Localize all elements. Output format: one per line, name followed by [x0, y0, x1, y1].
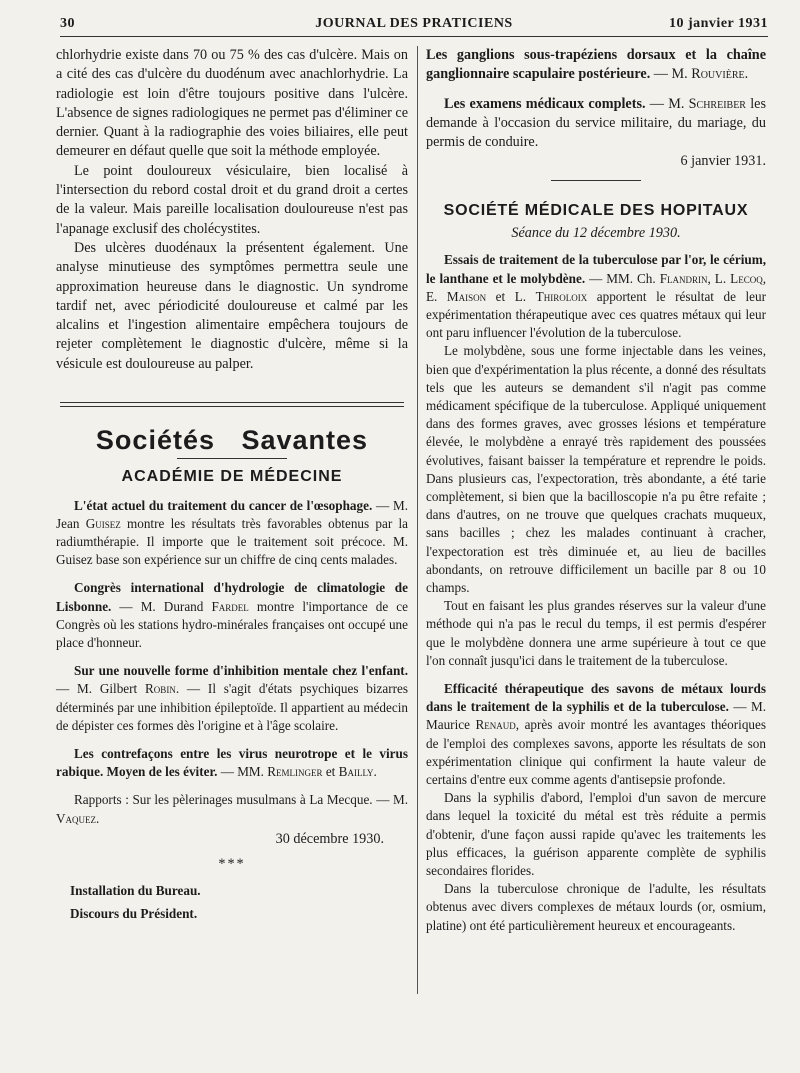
session-line: Séance du 12 décembre 1930.: [511, 225, 681, 242]
double-rule-divider: [60, 402, 404, 407]
report-entry: Essais de traitement de la tuberculose par l'or, le cérium, le lanthane et le molybdène. — MM. Ch. Flandrin, L. Lecoq, E. Maison et L. Thiroloix apportent le résultat de leur expérimentation thérapeutique avec ces quatres métaux qui leur ont paru influencer l'évolution de la tuberculose.: [426, 252, 766, 341]
report-entry: Les ganglions sous-trapéziens dorsaux et la chaîne ganglionnaire scapulaire postérieure. — M. Rouvière.: [426, 47, 766, 83]
page-number: 30: [60, 16, 75, 31]
entry-title: Les ganglions sous-trapéziens dorsaux et la chaîne ganglionnaire scapulaire postérieure.: [426, 47, 766, 83]
report-entry: Efficacité thérapeutique des savons de métaux lourds dans le traitement de la syphilis et de la tuberculose. — M. Maurice Renaud, après avoir montré les avantages théoriques de l'emploi des complexes savons, apporte les résultats de son expérimentation clinique qui confirment la haute valeur de certains d'entre eux comme agents d'antisepsie profonde.: [426, 681, 766, 788]
section-title: Sociétés Savantes: [95, 425, 369, 456]
section-rule: [551, 180, 641, 181]
paragraph: chlorhydrie existe dans 70 ou 75 % des cas d'ulcère. Mais on a cité des cas d'ulcère du duodénum avec anachlorhydrie. La radiologie est loin d'être toujours positive dans l'ulcère. L'absence de signes radiologiques ne permet pas d'éliminer ce dernier. Quant à la radiographie des voies biliaires, elle peut demeurer en défaut quelle que soit la méthode employée.: [56, 47, 408, 160]
journal-title: JOURNAL DES PRATICIENS: [315, 16, 513, 31]
author-name: Guisez: [85, 515, 121, 531]
paragraph: Dans la syphilis d'abord, l'emploi d'un savon de mercure dans lequel la toxicité du métal est très réduite a permis d'obtenir, d'une façon aussi rapide qu'avec les traitements les plus efficaces, la guérison apparente complète de syphilis secondaires florides.: [426, 790, 766, 879]
session-date: 30 décembre 1930.: [275, 830, 384, 847]
report-entry: L'état actuel du traitement du cancer de l'œsophage. — M. Jean Guisez montre les résultats très favorables obtenus par la radiumthérapie. Il importe que le traitement soit précoce. M. Guisez base son expérience sur un chiffre de cinq cents malades.: [56, 497, 408, 568]
asterism: ***: [218, 856, 246, 873]
entry-title: Les examens médicaux complets.: [444, 95, 646, 112]
author-name: Bailly: [338, 764, 374, 780]
paragraph: Dans la tuberculose chronique de l'adulte, les résultats obtenus avec divers complexes de métaux lourds (or, osmium, platine) ont été particulièrement heureux et encourageants.: [426, 881, 766, 933]
session-date: 6 janvier 1931.: [680, 153, 766, 170]
title-underline: [177, 458, 287, 459]
entry-title: Les contrefaçons entre les virus neurotrope et le virus rabique. Moyen de les éviter.: [56, 746, 408, 780]
section-title: SOCIÉTÉ MÉDICALE DES HOPITAUX: [443, 201, 749, 219]
report-entry: Sur une nouvelle forme d'inhibition mentale chez l'enfant. — M. Gilbert Robin. — Il s'agit d'états psychiques bizarres déterminés par une inhibition épileptoïde. Il appartient au médecin de dépister ces formes dès l'origine et à l'âge scolaire.: [56, 663, 408, 733]
paragraph: Le point douloureux vésiculaire, bien localisé à l'intersection du rebord costal droit et du grand droit a certes de la valeur. Mais pareille localisation douloureuse n'est pas l'apanage exclusif des cholécystites.: [56, 162, 408, 237]
left-column: [56, 46, 408, 923]
report-entry: Les contrefaçons entre les virus neurotrope et le virus rabique. Moyen de les éviter. — MM. Remlinger et Bailly.: [56, 746, 408, 780]
author-name: Lecoq: [730, 270, 763, 286]
author-name: Remlinger: [267, 764, 323, 780]
report-entry: Congrès international d'hydrologie de climatologie de Lisbonne. — M. Durand Fardel montre l'importance de ce Congrès où les stations hydro-minérales françaises ont occupé une place d'honneur.: [56, 580, 408, 651]
author-name: Vaquez: [56, 810, 97, 826]
paragraph: Le molybdène, sous une forme injectable dans les veines, bien que d'expérimentation la plus récente, a donné des résultats tels que les auteurs se demandent s'il n'agit pas comme médicament spécifique de la tuberculose. Appliqué uniquement dans des formes graves, avec grosses lésions et température élevée, le molybdène a enrayé très rapidement des poussées évolutives, faisant baisser la température et reprendre le poids. Dans plusieurs cas, l'expectoration, très abondante, a été tarie complètement, si bien que la bacilloscopie n'a pu être refaite ; dans d'autres, on ne trouve que quelques crachats muqueux, sans bacilles ; chez les malades continuant à cracher, l'expectoration est très diminuée et, au lieu de bacilles abondants, on retrouve difficilement un bacille par 8 ou 10 champs.: [426, 343, 766, 596]
column-divider: [417, 46, 418, 994]
report-entry: Les examens médicaux complets. — M. Schreiber les demande à l'occasion du service militaire, du mariage, du permis de conduire.: [426, 95, 766, 151]
right-column: [426, 46, 766, 935]
agenda-item: Discours du Président.: [70, 905, 198, 921]
author-name: Renaud: [475, 717, 516, 733]
subsection-title: ACADÉMIE DE MÉDECINE: [121, 468, 343, 486]
issue-date: 10 janvier 1931: [668, 16, 768, 31]
entry-title: Essais de traitement de la tuberculose par l'or, le cérium, le lanthane et le molybdène.: [426, 252, 766, 286]
author-name: Maison: [446, 288, 487, 304]
entry-title: Efficacité thérapeutique des savons de métaux lourds dans le traitement de la syphilis et de la tuberculose.: [426, 681, 766, 715]
author-name: Thiroloix: [535, 288, 588, 304]
author-name: Robin: [145, 681, 176, 697]
running-header: [60, 14, 768, 37]
author-name: Rouvière: [691, 66, 745, 83]
paragraph: Tout en faisant les plus grandes réserves sur la valeur d'une méthode qui n'a pas le recul du temps, il est permis d'espérer que le molybdène donnera une arme supérieure à tout ce que l'on connaît jusqu'ici dans le traitement de la tuberculose.: [426, 598, 766, 668]
author-name: Schreiber: [688, 95, 746, 112]
paragraph: Des ulcères duodénaux la présentent également. Une analyse minutieuse des symptômes permettra seule une approximation heureuse dans le diagnostic. Un syndrome tardif net, avec périodicité douloureuse et calmé par les alcalins et l'ingestion alimentaire empêchera toujours de rejeter complètement le diagnostic d'ulcère, même si la vésicule est douloureuse au palper.: [56, 239, 408, 372]
report-entry: Rapports : Sur les pèlerinages musulmans à La Mecque. — M. Vaquez.: [56, 792, 408, 826]
entry-title: Congrès international d'hydrologie de climatologie de Lisbonne.: [56, 580, 408, 614]
agenda-item: Installation du Bureau.: [70, 883, 201, 899]
entry-title: Sur une nouvelle forme d'inhibition mentale chez l'enfant.: [74, 663, 408, 679]
entry-title: L'état actuel du traitement du cancer de l'œsophage.: [74, 497, 373, 513]
author-name: Flandrin: [659, 270, 708, 286]
author-name: Fardel: [211, 598, 249, 614]
